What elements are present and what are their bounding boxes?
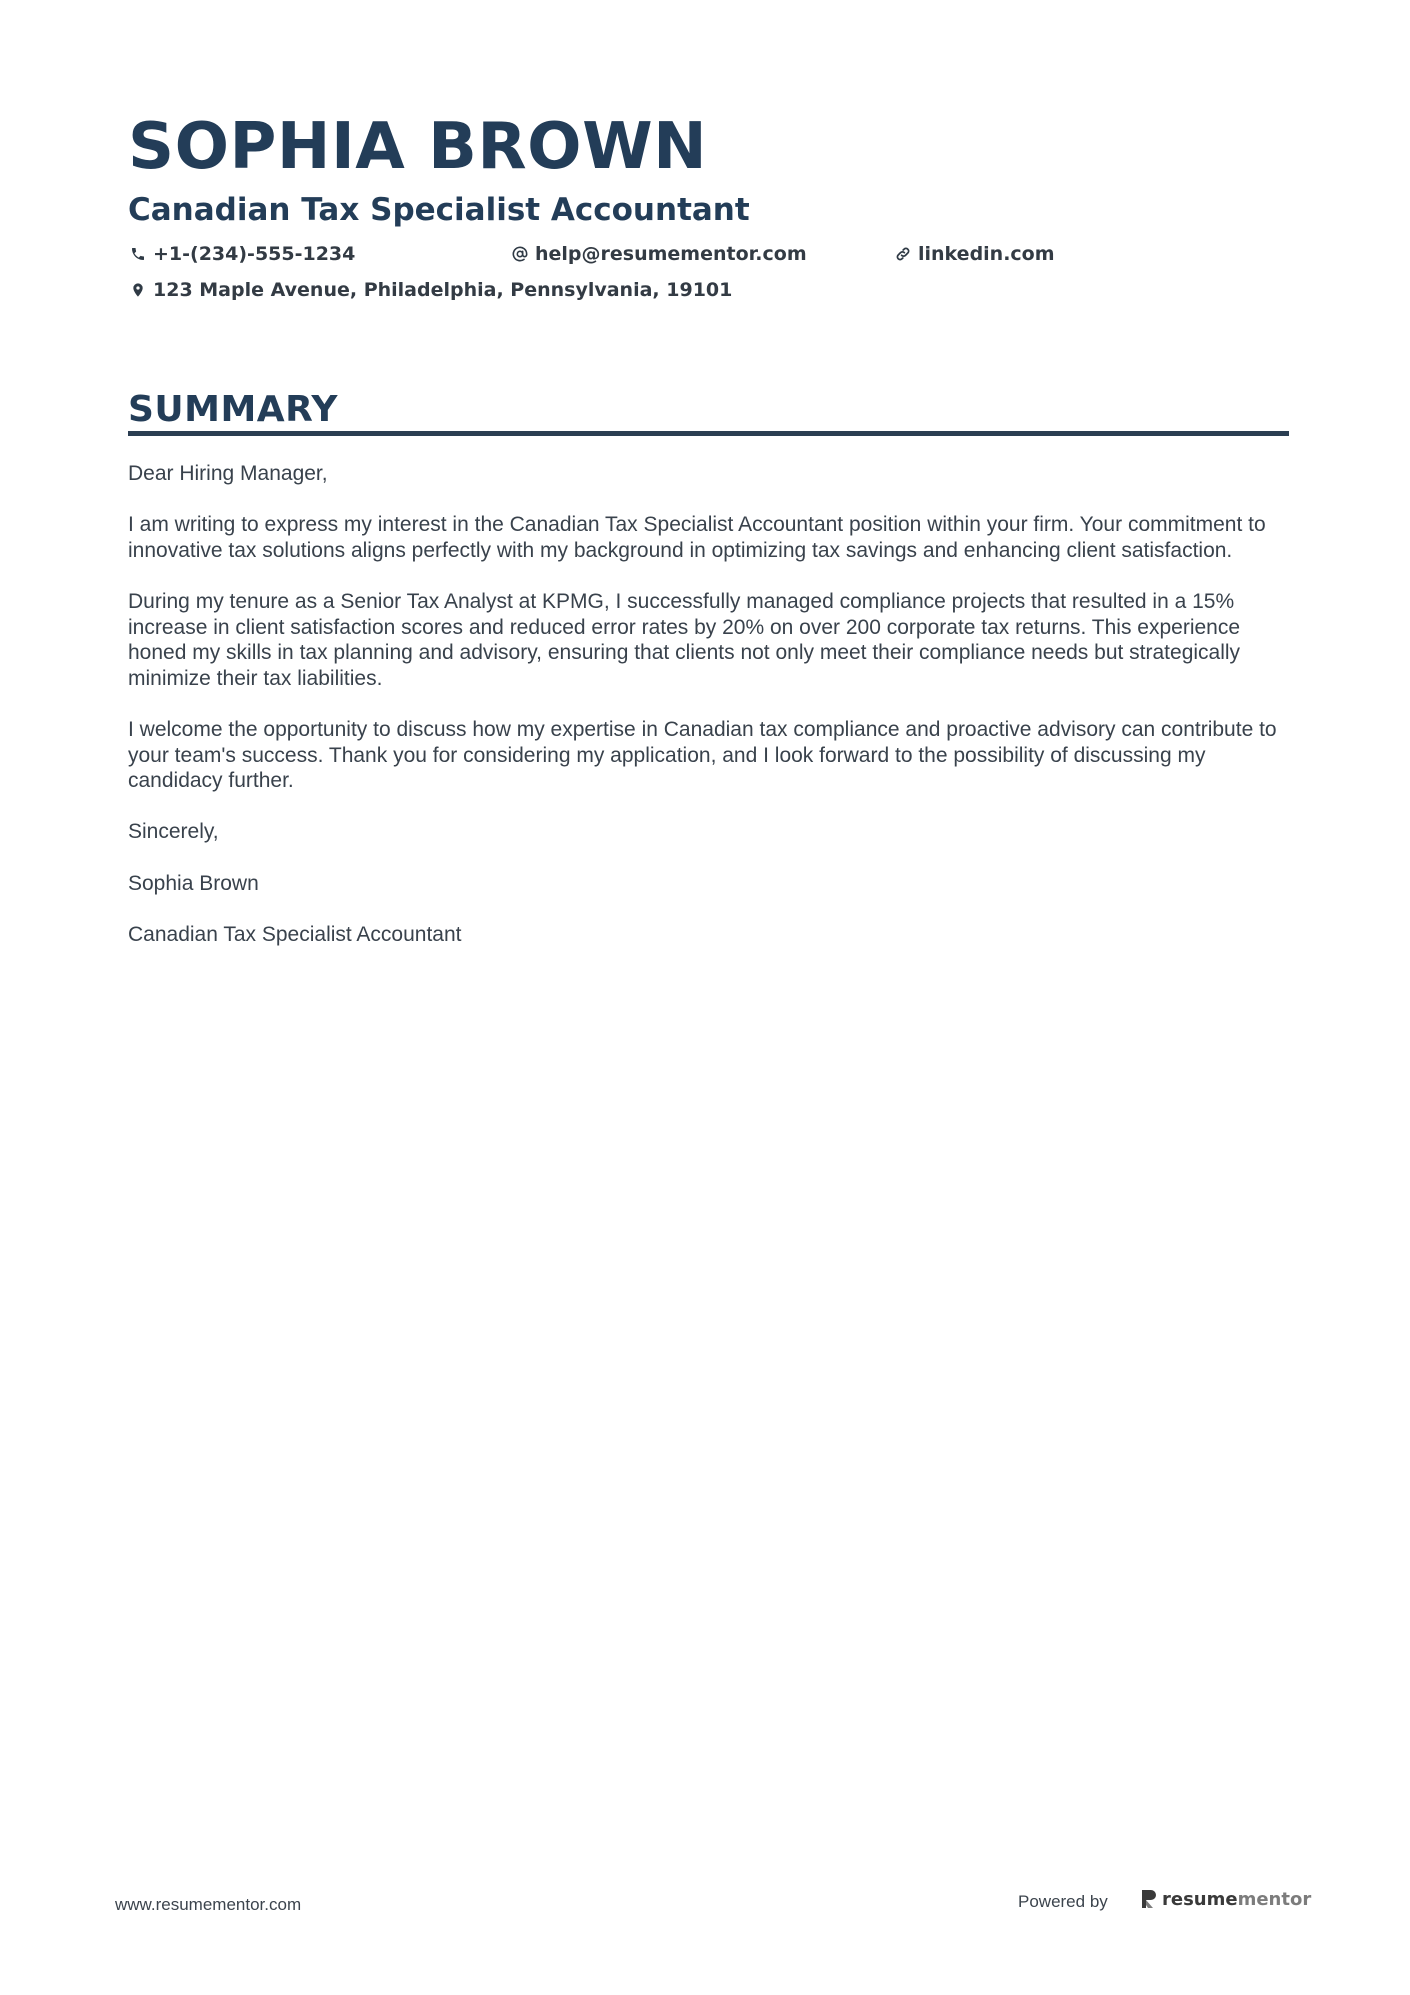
email-text[interactable]: help@resumementor.com: [535, 243, 807, 265]
link-icon: [893, 244, 913, 264]
letter-paragraph-3: I welcome the opportunity to discuss how my expertise in Canadian tax compliance and proactive advisory can contribute to your team's success. Thank you for considering my application, and I look forward to the possibility of discussing my candidacy further.: [128, 717, 1277, 793]
contact-phone: [128, 241, 355, 267]
brand-name-part2: mentor: [1237, 1888, 1312, 1910]
brand-mark-icon: [1140, 1888, 1158, 1910]
letter-paragraph-2: During my tenure as a Senior Tax Analyst at KPMG, I successfully managed compliance projects that resulted in a 15% increase in client satisfaction scores and reduced error rates by 20% on over 200 corporate tax returns. This experience honed my skills in tax planning and advisory, ensuring that clients not only meet their compliance needs but strategically minimize their tax liabilities.: [128, 589, 1241, 690]
link-text[interactable]: linkedin.com: [918, 243, 1055, 265]
letter-signature-title: Canadian Tax Specialist Accountant: [128, 922, 462, 946]
brand-logo[interactable]: [1140, 1888, 1311, 1910]
contact-email: [510, 241, 807, 267]
address-text: 123 Maple Avenue, Philadelphia, Pennsylvania, 19101: [153, 279, 733, 301]
brand-name-part1: resume: [1162, 1888, 1238, 1910]
letter-signature-name: Sophia Brown: [128, 871, 259, 895]
at-sign-icon: [510, 244, 530, 264]
footer-website-link[interactable]: www.resumementor.com: [115, 1895, 302, 1914]
letter-greeting: Dear Hiring Manager,: [128, 462, 328, 485]
candidate-role: Canadian Tax Specialist Accountant: [128, 192, 750, 228]
phone-icon: [128, 244, 148, 264]
letter-closing: Sincerely,: [128, 820, 219, 844]
letter-paragraph-1: I am writing to express my interest in the Canadian Tax Specialist Accountant position within your firm. Your commitment to innovative tax solutions aligns perfectly with my background in optimizing tax savings and enhancing client satisfaction.: [128, 513, 1266, 562]
contact-address: [128, 277, 732, 303]
phone-text: +1-(234)-555-1234: [153, 243, 356, 265]
map-pin-icon: [128, 280, 148, 300]
candidate-name: SOPHIA BROWN: [128, 110, 708, 184]
letter-body: [128, 461, 1303, 973]
section-title-summary: SUMMARY: [128, 389, 338, 430]
powered-by-label: Powered by: [1018, 1892, 1108, 1911]
section-divider: [128, 431, 1289, 436]
contact-link: [893, 241, 1055, 267]
